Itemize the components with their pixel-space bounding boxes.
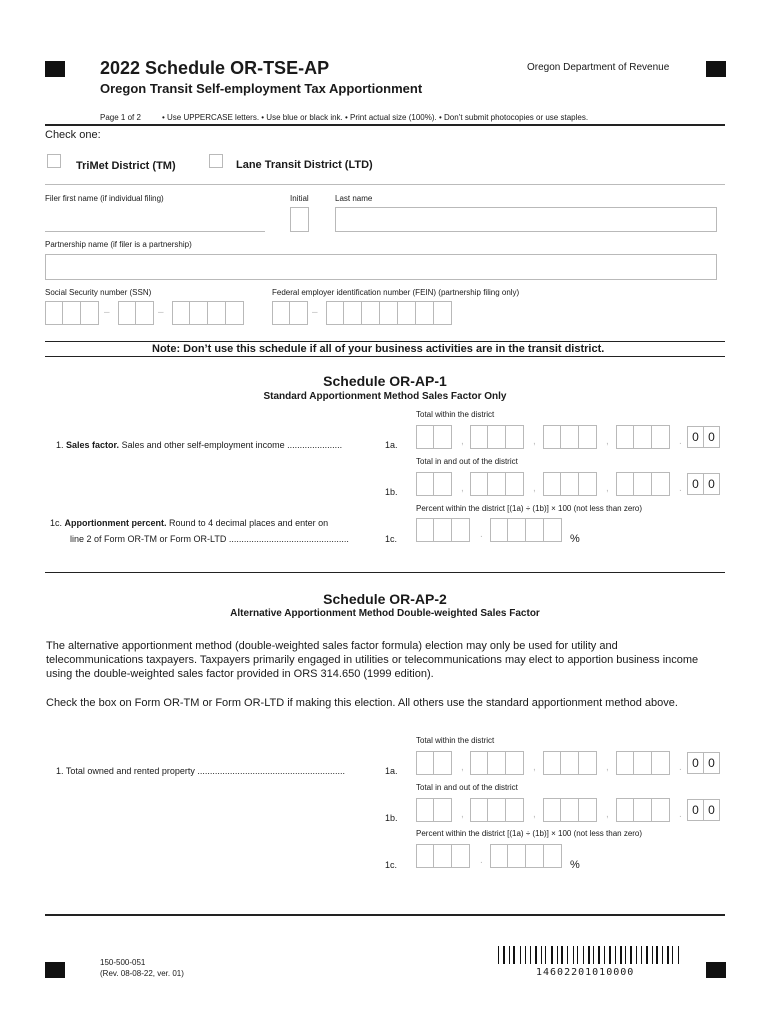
fein-part2[interactable] bbox=[326, 301, 452, 325]
form-title: 2022 Schedule OR-TSE-AP bbox=[100, 58, 330, 78]
registration-mark bbox=[45, 962, 65, 978]
ap1-line1c-label2: line 2 of Form OR-TM or Form OR-LTD ................................................ bbox=[70, 534, 349, 544]
divider bbox=[45, 184, 725, 185]
barcode-number: 14602201010000 bbox=[536, 967, 635, 978]
ltd-checkbox[interactable] bbox=[209, 154, 223, 168]
ap1-1a-group3[interactable] bbox=[543, 425, 597, 449]
line-number: 1. bbox=[56, 440, 64, 450]
ap1-1a-group1[interactable] bbox=[416, 425, 452, 449]
ap2-para2: Check the box on Form OR-TM or Form OR-LTD if making this election. All others use the standard apportionment method above. bbox=[46, 697, 678, 709]
line-ref-1c: 1c. bbox=[385, 860, 398, 870]
divider bbox=[45, 356, 725, 357]
ap2-total-in-out-label: Total in and out of the district bbox=[416, 783, 518, 792]
comma: , bbox=[461, 762, 464, 773]
ap1-1c-dec[interactable] bbox=[490, 518, 562, 542]
divider bbox=[45, 124, 725, 126]
comma: , bbox=[606, 483, 609, 494]
registration-mark bbox=[706, 61, 726, 77]
ap2-total-within-label: Total within the district bbox=[416, 736, 495, 745]
barcode bbox=[498, 946, 683, 964]
fein-label: Federal employer identification number (FEIN) (partnership filing only) bbox=[272, 288, 520, 297]
ltd-label: Lane Transit District (LTD) bbox=[236, 159, 373, 171]
comma: , bbox=[606, 436, 609, 447]
comma: , bbox=[533, 436, 536, 447]
ap2-subtitle: Alternative Apportionment Method Double-weighted Sales Factor bbox=[230, 608, 540, 619]
instructions: • Use UPPERCASE letters. • Use blue or black ink. • Print actual size (100%). • Don’t submit photocopies or use staples. bbox=[162, 113, 589, 122]
check-one-label: Check one: bbox=[45, 129, 101, 141]
cent-digit: 0 bbox=[687, 473, 704, 495]
divider bbox=[45, 341, 725, 342]
ap2-title: Schedule OR-AP-2 bbox=[323, 591, 447, 607]
cent-digit: 0 bbox=[703, 426, 720, 448]
note-text: Note: Don’t use this schedule if all of your business activities are in the transit district. bbox=[152, 343, 605, 355]
initial-label: Initial bbox=[290, 194, 309, 203]
fein-part1[interactable] bbox=[272, 301, 308, 325]
line-ref-1c: 1c. bbox=[385, 534, 398, 544]
ap1-subtitle: Standard Apportionment Method Sales Factor Only bbox=[263, 391, 507, 402]
decimal: . bbox=[679, 809, 682, 820]
cents-box bbox=[688, 752, 720, 774]
registration-mark bbox=[706, 962, 726, 978]
line-ref-1b: 1b. bbox=[385, 487, 398, 497]
ap2-1a-group2[interactable] bbox=[470, 751, 524, 775]
cents-box bbox=[688, 473, 720, 495]
last-name-label: Last name bbox=[335, 194, 373, 203]
decimal: . bbox=[480, 855, 483, 866]
ap2-1a-group3[interactable] bbox=[543, 751, 597, 775]
agency-name: Oregon Department of Revenue bbox=[527, 62, 670, 73]
decimal: . bbox=[679, 436, 682, 447]
percent-sign: % bbox=[570, 859, 580, 871]
divider bbox=[45, 914, 725, 916]
fein-dash: – bbox=[312, 307, 318, 318]
decimal: . bbox=[480, 529, 483, 540]
ssn-dash: – bbox=[104, 307, 110, 318]
cent-digit: 0 bbox=[687, 426, 704, 448]
ap2-percent-label: Percent within the district [(1a) ÷ (1b)] × 100 (not less than zero) bbox=[416, 829, 643, 838]
ap2-line1-label: 1. Total owned and rented property ........................................................... bbox=[56, 766, 345, 776]
cents-box bbox=[688, 799, 720, 821]
comma: , bbox=[461, 809, 464, 820]
first-name-field[interactable] bbox=[45, 207, 265, 232]
trimet-label: TriMet District (TM) bbox=[76, 160, 176, 172]
comma: , bbox=[533, 762, 536, 773]
ap2-1c-dec[interactable] bbox=[490, 844, 562, 868]
ap2-para1-line2: telecommunications taxpayers. Taxpayers primarily engaged in utilities or telecommunications may elect to apportion business income bbox=[46, 654, 699, 666]
ap1-title: Schedule OR-AP-1 bbox=[323, 373, 447, 389]
line-ref-1a: 1a. bbox=[385, 440, 398, 450]
ssn-part3[interactable] bbox=[172, 301, 244, 325]
ap2-1b-group4[interactable] bbox=[616, 798, 670, 822]
partnership-field[interactable] bbox=[45, 254, 717, 280]
decimal: . bbox=[679, 483, 682, 494]
ap2-1a-group1[interactable] bbox=[416, 751, 452, 775]
last-name-field[interactable] bbox=[335, 207, 717, 232]
divider bbox=[45, 572, 725, 573]
ap1-line1-label bbox=[56, 440, 342, 450]
cents-box bbox=[688, 426, 720, 448]
ap1-total-within-label: Total within the district bbox=[416, 410, 495, 419]
ap2-1b-group1[interactable] bbox=[416, 798, 452, 822]
ssn-dash: – bbox=[158, 307, 164, 318]
line-title: Apportionment percent. bbox=[64, 518, 167, 528]
line-text: Round to 4 decimal places and enter on bbox=[166, 518, 329, 528]
comma: , bbox=[606, 762, 609, 773]
ap2-1c-int[interactable] bbox=[416, 844, 470, 868]
first-name-label: Filer first name (if individual filing) bbox=[45, 194, 164, 203]
line-text: Sales and other self-employment income ...................... bbox=[119, 440, 343, 450]
comma: , bbox=[533, 483, 536, 494]
line-ref-1b: 1b. bbox=[385, 813, 398, 823]
cent-digit: 0 bbox=[687, 752, 704, 774]
form-subtitle: Oregon Transit Self-employment Tax Apportionment bbox=[100, 81, 423, 96]
ssn-label: Social Security number (SSN) bbox=[45, 288, 152, 297]
page-number: Page 1 of 2 bbox=[100, 113, 141, 122]
ap2-1b-group3[interactable] bbox=[543, 798, 597, 822]
ap1-1b-group3[interactable] bbox=[543, 472, 597, 496]
cent-digit: 0 bbox=[703, 799, 720, 821]
comma: , bbox=[606, 809, 609, 820]
initial-field[interactable] bbox=[290, 207, 309, 232]
ap2-para1-line3: using the double-weighted sales factor provided in ORS 314.650 (1999 edition). bbox=[46, 668, 434, 680]
registration-mark bbox=[45, 61, 65, 77]
ap1-percent-label: Percent within the district [(1a) ÷ (1b)] × 100 (not less than zero) bbox=[416, 504, 643, 513]
line-number: 1c. bbox=[50, 518, 63, 528]
ap1-1a-group4[interactable] bbox=[616, 425, 670, 449]
comma: , bbox=[461, 436, 464, 447]
ap2-para1-line1: The alternative apportionment method (double-weighted sales factor formula) election may only be used for utility and bbox=[46, 640, 618, 652]
comma: , bbox=[533, 809, 536, 820]
percent-sign: % bbox=[570, 533, 580, 545]
ap1-1a-group2[interactable] bbox=[470, 425, 524, 449]
ap1-total-in-out-label: Total in and out of the district bbox=[416, 457, 518, 466]
cent-digit: 0 bbox=[703, 752, 720, 774]
revision: (Rev. 08-08-22, ver. 01) bbox=[100, 969, 184, 978]
ap2-1b-group2[interactable] bbox=[470, 798, 524, 822]
cent-digit: 0 bbox=[703, 473, 720, 495]
comma: , bbox=[461, 483, 464, 494]
trimet-checkbox[interactable] bbox=[47, 154, 61, 168]
line-title: Sales factor. bbox=[66, 440, 120, 450]
decimal: . bbox=[679, 762, 682, 773]
line-ref-1a: 1a. bbox=[385, 766, 398, 776]
ap2-1a-group4[interactable] bbox=[616, 751, 670, 775]
ap1-1c-int[interactable] bbox=[416, 518, 470, 542]
form-number: 150-500-051 bbox=[100, 958, 146, 967]
ap1-1b-group2[interactable] bbox=[470, 472, 524, 496]
ap1-1b-group1[interactable] bbox=[416, 472, 452, 496]
cent-digit: 0 bbox=[687, 799, 704, 821]
ssn-part1[interactable] bbox=[45, 301, 99, 325]
ap1-1b-group4[interactable] bbox=[616, 472, 670, 496]
ap1-line1c-label bbox=[50, 518, 328, 528]
partnership-label: Partnership name (if filer is a partnership) bbox=[45, 240, 192, 249]
ssn-part2[interactable] bbox=[118, 301, 154, 325]
